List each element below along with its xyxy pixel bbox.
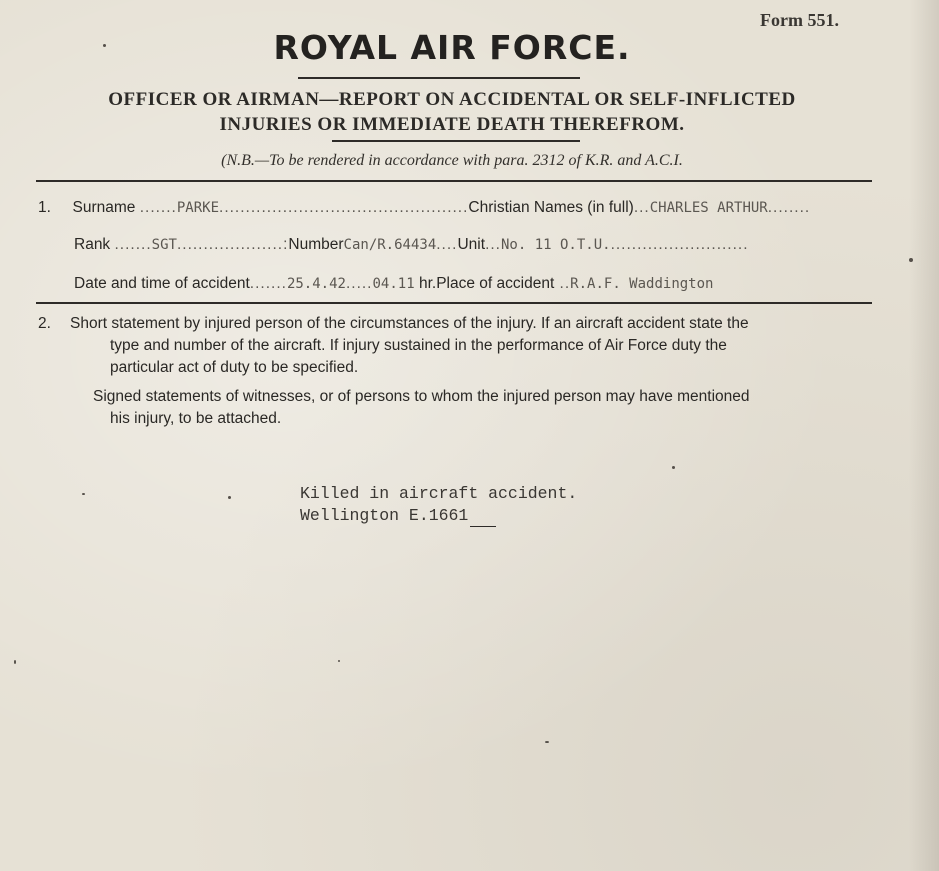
typed-statement bbox=[300, 483, 577, 527]
witness-instruction-1: Signed statements of witnesses, or of persons to whom the injured person may have mentioned bbox=[93, 388, 750, 405]
section-divider-bottom bbox=[36, 302, 872, 304]
subtitle-line-1: OFFICER OR AIRMAN—REPORT ON ACCIDENTAL OR SELF-INFLICTED bbox=[108, 89, 796, 110]
statement-instruction-1: Short statement by injured person of the circumstances of the injury. If an aircraft accident state the bbox=[70, 315, 749, 332]
paper-speck bbox=[14, 660, 16, 664]
rank-label: Rank bbox=[74, 236, 111, 253]
unit-label: Unit bbox=[457, 236, 486, 253]
instruction-note: (N.B.—To be rendered in accordance with para. 2312 of K.R. and A.C.I. bbox=[221, 152, 683, 169]
surname-value: PARKE bbox=[176, 200, 220, 216]
paper-speck bbox=[82, 493, 85, 495]
leader-dots: ....... bbox=[249, 275, 287, 292]
leader-dots: .... bbox=[436, 236, 458, 253]
christian-names-value: CHARLES ARTHUR bbox=[649, 200, 768, 216]
hr-label: hr. bbox=[418, 275, 437, 292]
title-underline bbox=[298, 77, 580, 79]
paper-speck bbox=[228, 496, 231, 499]
christian-names-label: Christian Names (in full) bbox=[468, 199, 634, 216]
paper-speck bbox=[909, 258, 913, 262]
place-label: Place of accident bbox=[436, 275, 555, 292]
surname-row bbox=[38, 199, 810, 217]
form-title: ROYAL AIR FORCE. bbox=[273, 28, 631, 67]
number-label: Number bbox=[288, 236, 344, 253]
leader-dots: .......................... bbox=[610, 236, 749, 253]
time-value: 04.11 bbox=[372, 276, 415, 292]
date-row bbox=[74, 275, 713, 293]
paper-speck bbox=[545, 741, 549, 743]
witness-instruction-2: his injury, to be attached. bbox=[110, 410, 282, 427]
paper-edge-shadow bbox=[909, 0, 939, 871]
typed-statement-line-2: Wellington E.1661 bbox=[300, 506, 469, 525]
leader-dots: .. bbox=[554, 275, 571, 292]
leader-dots: ....... bbox=[139, 199, 177, 216]
date-label: Date and time of accident bbox=[74, 275, 250, 292]
subtitle-line-2: INJURIES OR IMMEDIATE DEATH THEREFROM. bbox=[219, 114, 685, 135]
leader-dots: ............................................... bbox=[219, 199, 469, 216]
section-divider-top bbox=[36, 180, 872, 182]
subtitle-underline bbox=[332, 140, 580, 142]
paper-speck bbox=[103, 44, 106, 47]
number-value: Can/R.64434 bbox=[343, 237, 437, 253]
leader-dots: ... bbox=[485, 236, 501, 253]
section-1-number: 1. bbox=[38, 199, 51, 216]
paper-speck bbox=[672, 466, 675, 469]
statement-instruction-2: type and number of the aircraft. If injury sustained in the performance of Air Force duty the bbox=[110, 337, 727, 354]
unit-value: No. 11 O.T.U. bbox=[500, 237, 611, 253]
leader-dots: ... bbox=[633, 199, 650, 216]
surname-label: Surname bbox=[72, 199, 136, 216]
leader-dots: ........ bbox=[767, 199, 811, 216]
leader-dots: ....................: bbox=[176, 236, 289, 253]
typed-statement-line-1: Killed in aircraft accident. bbox=[300, 484, 578, 503]
date-value: 25.4.42 bbox=[286, 276, 346, 292]
rank-row bbox=[74, 236, 749, 254]
section-2-number: 2. bbox=[38, 315, 51, 332]
statement-instruction-3: particular act of duty to be specified. bbox=[110, 359, 359, 376]
typed-underline bbox=[470, 526, 496, 527]
paper-speck bbox=[338, 660, 340, 662]
leader-dots: ....... bbox=[114, 236, 152, 253]
leader-dots: ..... bbox=[345, 275, 373, 292]
rank-value: SGT bbox=[151, 237, 177, 253]
form-number: Form 551. bbox=[760, 10, 839, 30]
place-value: R.A.F. Waddington bbox=[570, 276, 714, 292]
